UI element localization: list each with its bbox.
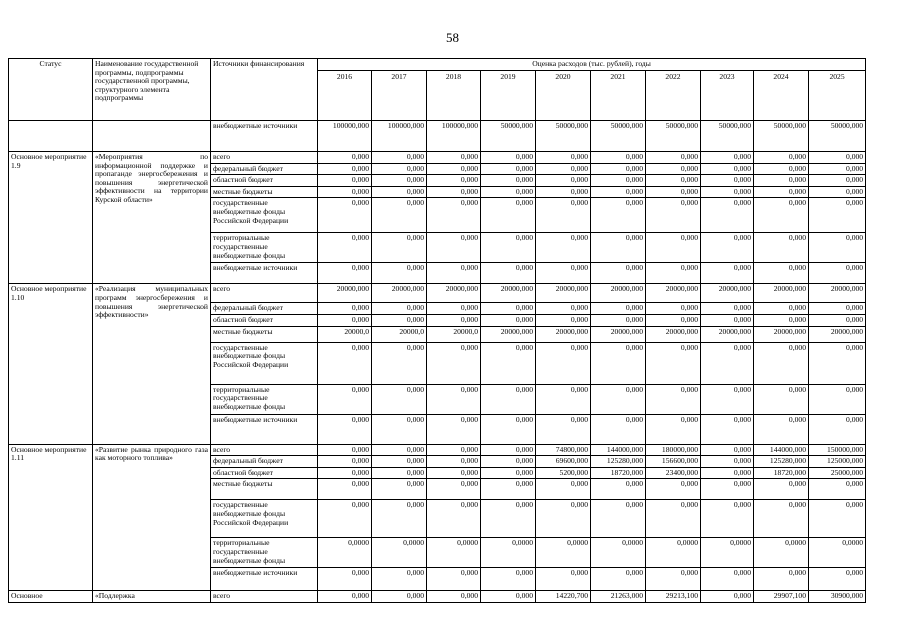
value-cell: 0,000 — [701, 163, 754, 175]
value-cell: 29213,100 — [646, 591, 701, 603]
value-cell: 0,000 — [701, 456, 754, 468]
value-cell: 20000,000 — [481, 326, 536, 342]
header-name: Наименование государственной программы, подпрограммы государственной программы, структурного элемента подпрограммы — [93, 59, 211, 121]
value-cell: 0,000 — [427, 233, 481, 263]
value-cell: 0,000 — [646, 414, 701, 444]
source-cell: всего — [211, 284, 318, 303]
value-cell: 30900,000 — [809, 591, 866, 603]
status-cell: Основное мероприятие 1.10 — [9, 284, 93, 444]
value-cell: 0,000 — [372, 303, 427, 315]
value-cell: 144000,000 — [754, 444, 809, 456]
value-cell: 0,000 — [318, 479, 372, 500]
value-cell: 0,000 — [701, 342, 754, 384]
name-cell — [93, 121, 211, 152]
value-cell: 0,000 — [372, 456, 427, 468]
value-cell: 0,000 — [754, 500, 809, 538]
value-cell: 0,000 — [754, 303, 809, 315]
status-cell — [9, 121, 93, 152]
value-cell: 20000,000 — [427, 284, 481, 303]
value-cell: 0,000 — [427, 342, 481, 384]
value-cell: 0,000 — [427, 263, 481, 284]
value-cell: 0,000 — [701, 479, 754, 500]
value-cell: 0,000 — [754, 175, 809, 187]
value-cell: 20000,000 — [536, 284, 591, 303]
value-cell: 0,000 — [481, 479, 536, 500]
value-cell: 50000,000 — [701, 121, 754, 152]
value-cell: 0,000 — [481, 456, 536, 468]
value-cell: 0,000 — [809, 186, 866, 198]
value-cell: 0,000 — [591, 342, 646, 384]
value-cell: 20000,000 — [591, 326, 646, 342]
name-cell: «Подлержка — [93, 591, 211, 603]
value-cell: 0,000 — [646, 500, 701, 538]
value-cell: 0,000 — [536, 414, 591, 444]
value-cell: 0,000 — [481, 186, 536, 198]
value-cell: 0,000 — [754, 233, 809, 263]
source-cell: территориальные государственные внебюджетные фонды — [211, 538, 318, 568]
value-cell: 0,000 — [536, 186, 591, 198]
value-cell: 0,000 — [536, 384, 591, 414]
value-cell: 0,000 — [427, 479, 481, 500]
value-cell: 0,000 — [427, 568, 481, 591]
value-cell: 0,000 — [809, 500, 866, 538]
source-cell: местные бюджеты — [211, 326, 318, 342]
value-cell: 0,000 — [372, 467, 427, 479]
value-cell: 0,000 — [754, 384, 809, 414]
source-cell: местные бюджеты — [211, 479, 318, 500]
value-cell: 0,000 — [701, 591, 754, 603]
value-cell: 0,000 — [427, 414, 481, 444]
value-cell: 50000,000 — [646, 121, 701, 152]
value-cell: 0,000 — [701, 568, 754, 591]
value-cell: 0,000 — [646, 314, 701, 326]
value-cell: 0,000 — [536, 198, 591, 233]
value-cell: 100000,000 — [318, 121, 372, 152]
value-cell: 50000,000 — [591, 121, 646, 152]
value-cell: 0,000 — [318, 500, 372, 538]
value-cell: 0,000 — [481, 384, 536, 414]
value-cell: 0,0000 — [646, 538, 701, 568]
value-cell: 0,000 — [427, 384, 481, 414]
name-cell: «Реализация муниципальных программ энергосбережения и повышения энергетической эффективности» — [93, 284, 211, 444]
value-cell: 5200,000 — [536, 467, 591, 479]
table-row — [9, 121, 866, 152]
value-cell: 0,000 — [591, 175, 646, 187]
value-cell: 0,000 — [318, 456, 372, 468]
header-estimate: Оценка расходов (тыс. рублей), годы — [318, 59, 866, 71]
value-cell: 0,000 — [754, 568, 809, 591]
value-cell: 0,000 — [318, 314, 372, 326]
value-cell: 0,000 — [427, 152, 481, 164]
value-cell: 0,000 — [481, 342, 536, 384]
value-cell: 0,000 — [646, 186, 701, 198]
value-cell: 0,000 — [591, 314, 646, 326]
source-cell: областной бюджет — [211, 314, 318, 326]
status-cell: Основное мероприятие 1.11 — [9, 444, 93, 591]
value-cell: 0,000 — [536, 152, 591, 164]
value-cell: 74800,000 — [536, 444, 591, 456]
value-cell: 0,000 — [701, 384, 754, 414]
value-cell: 0,000 — [701, 414, 754, 444]
value-cell: 0,000 — [701, 263, 754, 284]
value-cell: 0,000 — [372, 479, 427, 500]
value-cell: 20000,000 — [646, 284, 701, 303]
value-cell: 0,000 — [372, 186, 427, 198]
value-cell: 0,000 — [427, 444, 481, 456]
value-cell: 0,000 — [591, 186, 646, 198]
value-cell: 0,000 — [701, 500, 754, 538]
value-cell: 0,000 — [318, 163, 372, 175]
value-cell: 0,000 — [754, 186, 809, 198]
year-header: 2021 — [591, 71, 646, 121]
value-cell: 0,000 — [591, 479, 646, 500]
value-cell: 0,000 — [646, 342, 701, 384]
source-cell: внебюджетные источники — [211, 414, 318, 444]
year-header: 2024 — [754, 71, 809, 121]
value-cell: 0,000 — [809, 479, 866, 500]
table-row — [9, 591, 866, 603]
value-cell: 18720,000 — [754, 467, 809, 479]
value-cell: 0,000 — [372, 198, 427, 233]
value-cell: 20000,000 — [809, 326, 866, 342]
value-cell: 0,000 — [591, 414, 646, 444]
source-cell: территориальные государственные внебюджетные фонды — [211, 384, 318, 414]
value-cell: 0,000 — [318, 152, 372, 164]
value-cell: 0,000 — [591, 303, 646, 315]
value-cell: 0,0000 — [318, 538, 372, 568]
value-cell: 0,000 — [536, 314, 591, 326]
value-cell: 0,000 — [481, 444, 536, 456]
value-cell: 0,000 — [591, 198, 646, 233]
value-cell: 0,000 — [646, 152, 701, 164]
year-header: 2020 — [536, 71, 591, 121]
value-cell: 50000,000 — [481, 121, 536, 152]
value-cell: 0,000 — [591, 500, 646, 538]
value-cell: 0,000 — [701, 198, 754, 233]
year-header: 2019 — [481, 71, 536, 121]
value-cell: 0,000 — [372, 384, 427, 414]
source-cell: областной бюджет — [211, 175, 318, 187]
value-cell: 0,000 — [481, 263, 536, 284]
year-header: 2016 — [318, 71, 372, 121]
value-cell: 0,000 — [481, 500, 536, 538]
value-cell: 0,000 — [701, 152, 754, 164]
value-cell: 0,000 — [646, 303, 701, 315]
year-header: 2018 — [427, 71, 481, 121]
value-cell: 20000,0 — [372, 326, 427, 342]
value-cell: 14220,700 — [536, 591, 591, 603]
value-cell: 20000,0 — [318, 326, 372, 342]
value-cell: 0,000 — [646, 175, 701, 187]
value-cell: 0,000 — [318, 444, 372, 456]
value-cell: 0,000 — [318, 414, 372, 444]
value-cell: 0,000 — [646, 479, 701, 500]
value-cell: 20000,000 — [701, 326, 754, 342]
value-cell: 0,0000 — [754, 538, 809, 568]
value-cell: 0,000 — [318, 568, 372, 591]
value-cell: 0,000 — [646, 198, 701, 233]
value-cell: 50000,000 — [809, 121, 866, 152]
value-cell: 0,000 — [318, 186, 372, 198]
value-cell: 23400,000 — [646, 467, 701, 479]
value-cell: 20000,000 — [372, 284, 427, 303]
value-cell: 0,000 — [427, 175, 481, 187]
value-cell: 0,000 — [372, 263, 427, 284]
table-row — [9, 284, 866, 303]
value-cell: 0,000 — [701, 233, 754, 263]
value-cell: 0,000 — [754, 198, 809, 233]
value-cell: 0,000 — [372, 500, 427, 538]
value-cell: 0,000 — [701, 314, 754, 326]
value-cell: 0,000 — [372, 175, 427, 187]
value-cell: 18720,000 — [591, 467, 646, 479]
value-cell: 0,000 — [536, 233, 591, 263]
value-cell: 0,000 — [318, 591, 372, 603]
value-cell: 25000,000 — [809, 467, 866, 479]
value-cell: 20000,000 — [754, 326, 809, 342]
source-cell: территориальные государственные внебюджетные фонды — [211, 233, 318, 263]
header-source: Источники финансирования — [211, 59, 318, 121]
value-cell: 144000,000 — [591, 444, 646, 456]
value-cell: 0,000 — [591, 163, 646, 175]
value-cell: 0,0000 — [536, 538, 591, 568]
value-cell: 0,000 — [481, 467, 536, 479]
value-cell: 180000,000 — [646, 444, 701, 456]
value-cell: 0,000 — [372, 163, 427, 175]
value-cell: 0,000 — [481, 414, 536, 444]
value-cell: 0,000 — [318, 467, 372, 479]
value-cell: 0,000 — [372, 568, 427, 591]
value-cell: 125280,000 — [591, 456, 646, 468]
value-cell: 0,000 — [372, 314, 427, 326]
value-cell: 20000,000 — [754, 284, 809, 303]
value-cell: 20000,000 — [536, 326, 591, 342]
value-cell: 20000,000 — [591, 284, 646, 303]
value-cell: 0,000 — [754, 342, 809, 384]
value-cell: 0,000 — [701, 444, 754, 456]
year-header: 2023 — [701, 71, 754, 121]
year-header: 2025 — [809, 71, 866, 121]
value-cell: 0,000 — [536, 263, 591, 284]
value-cell: 0,000 — [591, 233, 646, 263]
value-cell: 0,000 — [318, 198, 372, 233]
name-cell: «Развитие рынка природного газа как моторного топлива» — [93, 444, 211, 591]
value-cell: 0,000 — [372, 233, 427, 263]
value-cell: 20000,000 — [318, 284, 372, 303]
value-cell: 0,000 — [481, 303, 536, 315]
value-cell: 0,0000 — [372, 538, 427, 568]
value-cell: 0,000 — [536, 342, 591, 384]
value-cell: 0,000 — [536, 568, 591, 591]
value-cell: 0,000 — [536, 479, 591, 500]
value-cell: 0,000 — [809, 163, 866, 175]
value-cell: 150000,000 — [809, 444, 866, 456]
value-cell: 0,000 — [591, 263, 646, 284]
value-cell: 20000,000 — [481, 284, 536, 303]
year-header: 2022 — [646, 71, 701, 121]
value-cell: 0,000 — [591, 568, 646, 591]
value-cell: 0,000 — [481, 568, 536, 591]
header-status: Статус — [9, 59, 93, 121]
value-cell: 0,000 — [754, 263, 809, 284]
value-cell: 0,000 — [427, 198, 481, 233]
value-cell: 0,000 — [481, 175, 536, 187]
value-cell: 0,000 — [427, 456, 481, 468]
value-cell: 0,000 — [481, 314, 536, 326]
value-cell: 0,000 — [809, 175, 866, 187]
value-cell: 0,0000 — [809, 538, 866, 568]
value-cell: 21263,000 — [591, 591, 646, 603]
value-cell: 0,000 — [427, 500, 481, 538]
budget-table — [8, 58, 866, 603]
table-row — [9, 152, 866, 164]
value-cell: 125000,000 — [809, 456, 866, 468]
value-cell: 50000,000 — [536, 121, 591, 152]
value-cell: 0,000 — [754, 479, 809, 500]
value-cell: 0,000 — [481, 152, 536, 164]
value-cell: 0,000 — [809, 198, 866, 233]
value-cell: 0,000 — [481, 233, 536, 263]
value-cell: 0,000 — [318, 263, 372, 284]
status-cell: Основное мероприятие 1.9 — [9, 152, 93, 284]
value-cell: 0,000 — [809, 384, 866, 414]
value-cell: 0,000 — [536, 163, 591, 175]
source-cell: государственные внебюджетные фонды Российской Федерации — [211, 500, 318, 538]
value-cell: 0,000 — [427, 314, 481, 326]
value-cell: 69600,000 — [536, 456, 591, 468]
value-cell: 0,000 — [809, 314, 866, 326]
source-cell: местные бюджеты — [211, 186, 318, 198]
value-cell: 0,000 — [754, 314, 809, 326]
source-cell: всего — [211, 591, 318, 603]
value-cell: 0,000 — [481, 591, 536, 603]
value-cell: 0,000 — [754, 163, 809, 175]
value-cell: 0,000 — [646, 163, 701, 175]
value-cell: 0,000 — [646, 233, 701, 263]
source-cell: внебюджетные источники — [211, 121, 318, 152]
value-cell: 0,000 — [427, 467, 481, 479]
status-cell: Основное — [9, 591, 93, 603]
table-row — [9, 444, 866, 456]
value-cell: 0,000 — [372, 591, 427, 603]
value-cell: 0,000 — [646, 263, 701, 284]
source-cell: областной бюджет — [211, 467, 318, 479]
value-cell: 0,000 — [591, 384, 646, 414]
value-cell: 0,000 — [809, 568, 866, 591]
value-cell: 20000,000 — [809, 284, 866, 303]
year-header: 2017 — [372, 71, 427, 121]
value-cell: 156600,000 — [646, 456, 701, 468]
value-cell: 29907,100 — [754, 591, 809, 603]
value-cell: 0,000 — [372, 414, 427, 444]
value-cell: 0,000 — [809, 303, 866, 315]
value-cell: 20000,000 — [646, 326, 701, 342]
value-cell: 0,000 — [427, 186, 481, 198]
value-cell: 0,000 — [754, 414, 809, 444]
value-cell: 0,000 — [427, 303, 481, 315]
source-cell: всего — [211, 444, 318, 456]
value-cell: 0,000 — [318, 175, 372, 187]
value-cell: 0,000 — [809, 342, 866, 384]
value-cell: 0,000 — [318, 303, 372, 315]
value-cell: 0,000 — [701, 303, 754, 315]
value-cell: 0,000 — [481, 163, 536, 175]
value-cell: 100000,000 — [372, 121, 427, 152]
source-cell: федеральный бюджет — [211, 456, 318, 468]
value-cell: 0,000 — [591, 152, 646, 164]
source-cell: государственные внебюджетные фонды Российской Федерации — [211, 198, 318, 233]
value-cell: 0,000 — [809, 233, 866, 263]
value-cell: 0,000 — [646, 568, 701, 591]
value-cell: 0,000 — [536, 500, 591, 538]
value-cell: 0,000 — [701, 186, 754, 198]
value-cell: 125280,000 — [754, 456, 809, 468]
value-cell: 50000,000 — [754, 121, 809, 152]
value-cell: 0,000 — [646, 384, 701, 414]
value-cell: 0,0000 — [591, 538, 646, 568]
value-cell: 0,000 — [372, 152, 427, 164]
source-cell: государственные внебюджетные фонды Российской Федерации — [211, 342, 318, 384]
value-cell: 0,000 — [481, 198, 536, 233]
value-cell: 0,000 — [809, 414, 866, 444]
value-cell: 0,000 — [427, 591, 481, 603]
value-cell: 0,000 — [536, 175, 591, 187]
value-cell: 20000,000 — [701, 284, 754, 303]
value-cell: 0,000 — [372, 444, 427, 456]
value-cell: 0,000 — [809, 152, 866, 164]
value-cell: 0,000 — [701, 467, 754, 479]
value-cell: 100000,000 — [427, 121, 481, 152]
value-cell: 0,0000 — [427, 538, 481, 568]
value-cell: 0,000 — [372, 342, 427, 384]
value-cell: 0,000 — [427, 163, 481, 175]
value-cell: 0,000 — [536, 303, 591, 315]
value-cell: 0,000 — [701, 175, 754, 187]
value-cell: 0,000 — [318, 233, 372, 263]
source-cell: федеральный бюджет — [211, 303, 318, 315]
page-number: 58 — [446, 30, 459, 45]
value-cell: 0,0000 — [701, 538, 754, 568]
source-cell: федеральный бюджет — [211, 163, 318, 175]
name-cell: «Мероприятия по информационной поддержке и пропаганде энергосбережения и повышения энергетической эффективности на территории Курской области» — [93, 152, 211, 284]
source-cell: всего — [211, 152, 318, 164]
source-cell: внебюджетные источники — [211, 568, 318, 591]
value-cell: 0,000 — [754, 152, 809, 164]
value-cell: 0,0000 — [481, 538, 536, 568]
value-cell: 0,000 — [318, 342, 372, 384]
value-cell: 20000,0 — [427, 326, 481, 342]
value-cell: 0,000 — [809, 263, 866, 284]
value-cell: 0,000 — [318, 384, 372, 414]
source-cell: внебюджетные источники — [211, 263, 318, 284]
